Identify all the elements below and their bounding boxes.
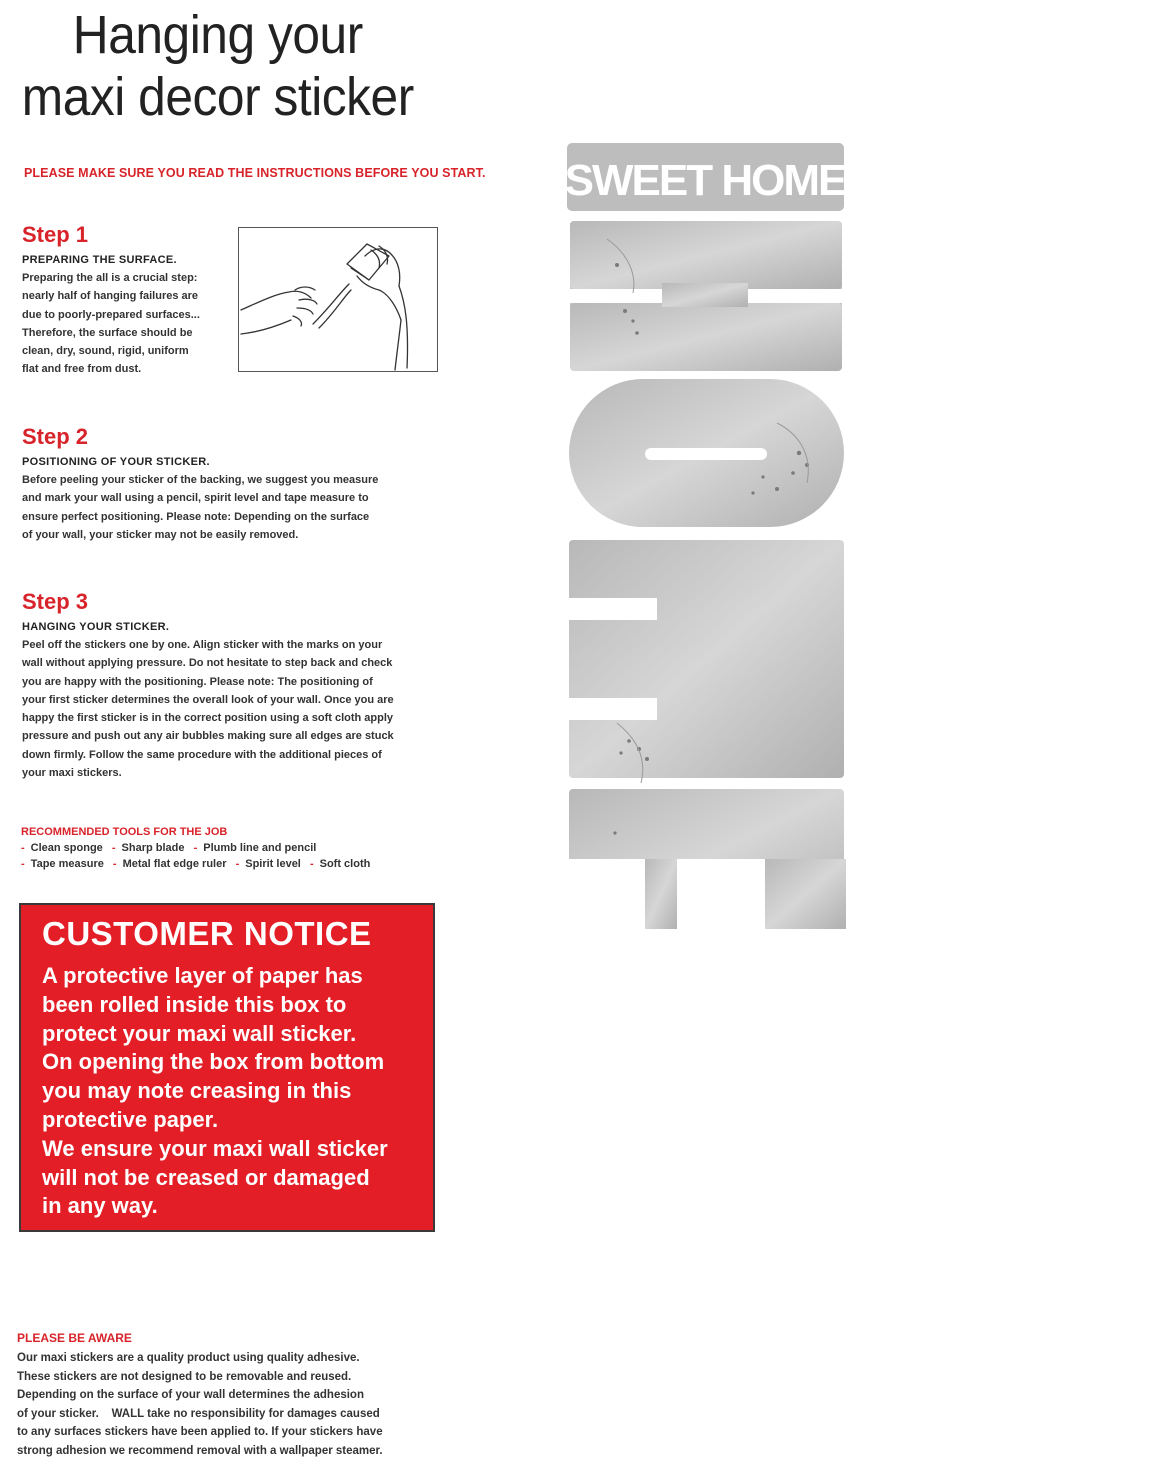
step-3-subheading: HANGING YOUR STICKER.	[22, 621, 170, 633]
hands-sponge-icon	[239, 228, 437, 371]
page-title	[20, 4, 416, 128]
step-3-line: you are happy with the positioning. Please note: The positioning of	[22, 675, 373, 688]
notice-line: you may note creasing in this	[42, 1078, 352, 1104]
tool-item: Plumb line and pencil	[203, 842, 317, 854]
title-line-1: Hanging your	[72, 5, 363, 65]
step-2-heading: Step 2	[22, 424, 89, 449]
notice-line: On opening the box from bottom	[42, 1049, 385, 1075]
notice-line: protect your maxi wall sticker.	[42, 1020, 357, 1046]
step-1-subheading: PREPARING THE SURFACE.	[22, 254, 177, 266]
tool-item: Sharp blade	[121, 842, 185, 854]
tool-item: Metal flat edge ruler	[122, 858, 227, 870]
notice-line: A protective layer of paper has	[42, 963, 363, 988]
step-3-line: happy the first sticker is in the correct position using a soft cloth apply	[22, 712, 394, 725]
customer-notice-body	[42, 962, 388, 1221]
notice-line: in any way.	[42, 1193, 158, 1219]
aware-line: Depending on the surface of your wall determines the adhesion	[17, 1389, 364, 1402]
step-3-line: pressure and push out any air bubbles making sure all edges are stuck	[22, 730, 394, 743]
tool-item: Spirit level	[245, 858, 301, 870]
step-3-line: your first sticker determines the overall look of your wall. Once you are	[22, 693, 394, 706]
step-2-line: ensure perfect positioning. Please note: Depending on the surface	[22, 510, 370, 523]
step-1-line: Preparing the all is a crucial step:	[22, 272, 198, 284]
aware-line: of your sticker. WALL take no responsibility for damages caused	[17, 1407, 380, 1420]
aware-line: to any surfaces stickers have been applied to. If your stickers have	[17, 1426, 383, 1439]
step-1-heading: Step 1	[22, 222, 89, 247]
aware-body	[17, 1349, 383, 1461]
step-2-body	[22, 471, 378, 544]
step-3-body	[22, 636, 394, 782]
customer-notice-box	[19, 903, 435, 1232]
notice-line: We ensure your maxi wall sticker	[42, 1135, 388, 1161]
step-3-line: Peel off the stickers one by one. Align sticker with the marks on your	[22, 639, 383, 651]
tool-item: Clean sponge	[30, 842, 103, 854]
step-1-line: Therefore, the surface should be	[22, 326, 193, 339]
tools-row-2: - Tape measure - Metal flat edge ruler - Spirit level - Soft cloth	[21, 858, 371, 870]
sticker-preview	[567, 143, 846, 929]
notice-line: will not be creased or damaged	[42, 1164, 370, 1190]
step-3-line: your maxi stickers.	[22, 767, 122, 780]
notice-line: protective paper.	[42, 1106, 219, 1132]
step-1-line: nearly half of hanging failures are	[22, 290, 199, 303]
notice-line: been rolled inside this box to	[42, 991, 347, 1017]
aware-line: Our maxi stickers are a quality product using quality adhesive.	[17, 1352, 360, 1364]
aware-heading: PLEASE BE AWARE	[17, 1331, 132, 1345]
step-2-line: and mark your wall using a pencil, spirit level and tape measure to	[22, 492, 369, 505]
step-2-subheading: POSITIONING OF YOUR STICKER.	[22, 456, 210, 468]
step-1-line: flat and free from dust.	[22, 363, 142, 376]
tools-row-1: - Clean sponge - Sharp blade - Plumb line and pencil	[21, 842, 317, 854]
aware-line: strong adhesion we recommend removal with a wallpaper steamer.	[17, 1444, 383, 1457]
step-3-heading: Step 3	[22, 589, 89, 614]
title-line-2: maxi decor sticker	[21, 67, 414, 127]
surface-cleaning-illustration	[238, 227, 438, 372]
step-1-body	[22, 269, 200, 379]
step-2-line: of your wall, your sticker may not be easily removed.	[22, 528, 299, 541]
customer-notice-title: CUSTOMER NOTICE	[42, 915, 372, 952]
tool-item: Soft cloth	[319, 858, 371, 870]
read-instructions-warning: PLEASE MAKE SURE YOU READ THE INSTRUCTIONS BEFORE YOU START.	[24, 166, 486, 180]
step-1-line: due to poorly-prepared surfaces...	[22, 308, 200, 321]
sweet-home-sticker-graphic	[567, 143, 846, 929]
step-1-line: clean, dry, sound, rigid, uniform	[22, 345, 189, 358]
letter-m-rotated	[569, 540, 844, 778]
step-3-line: down firmly. Follow the same procedure with the additional pieces of	[22, 748, 382, 761]
banner-text: SWEET HOME	[567, 156, 846, 205]
tools-heading: RECOMMENDED TOOLS FOR THE JOB	[21, 826, 228, 838]
step-3-line: wall without applying pressure. Do not hesitate to step back and check	[22, 657, 393, 670]
tool-item: Tape measure	[30, 858, 104, 870]
aware-line: These stickers are not designed to be removable and reused.	[17, 1370, 352, 1383]
step-2-line: Before peeling your sticker of the backing, we suggest you measure	[22, 474, 379, 486]
